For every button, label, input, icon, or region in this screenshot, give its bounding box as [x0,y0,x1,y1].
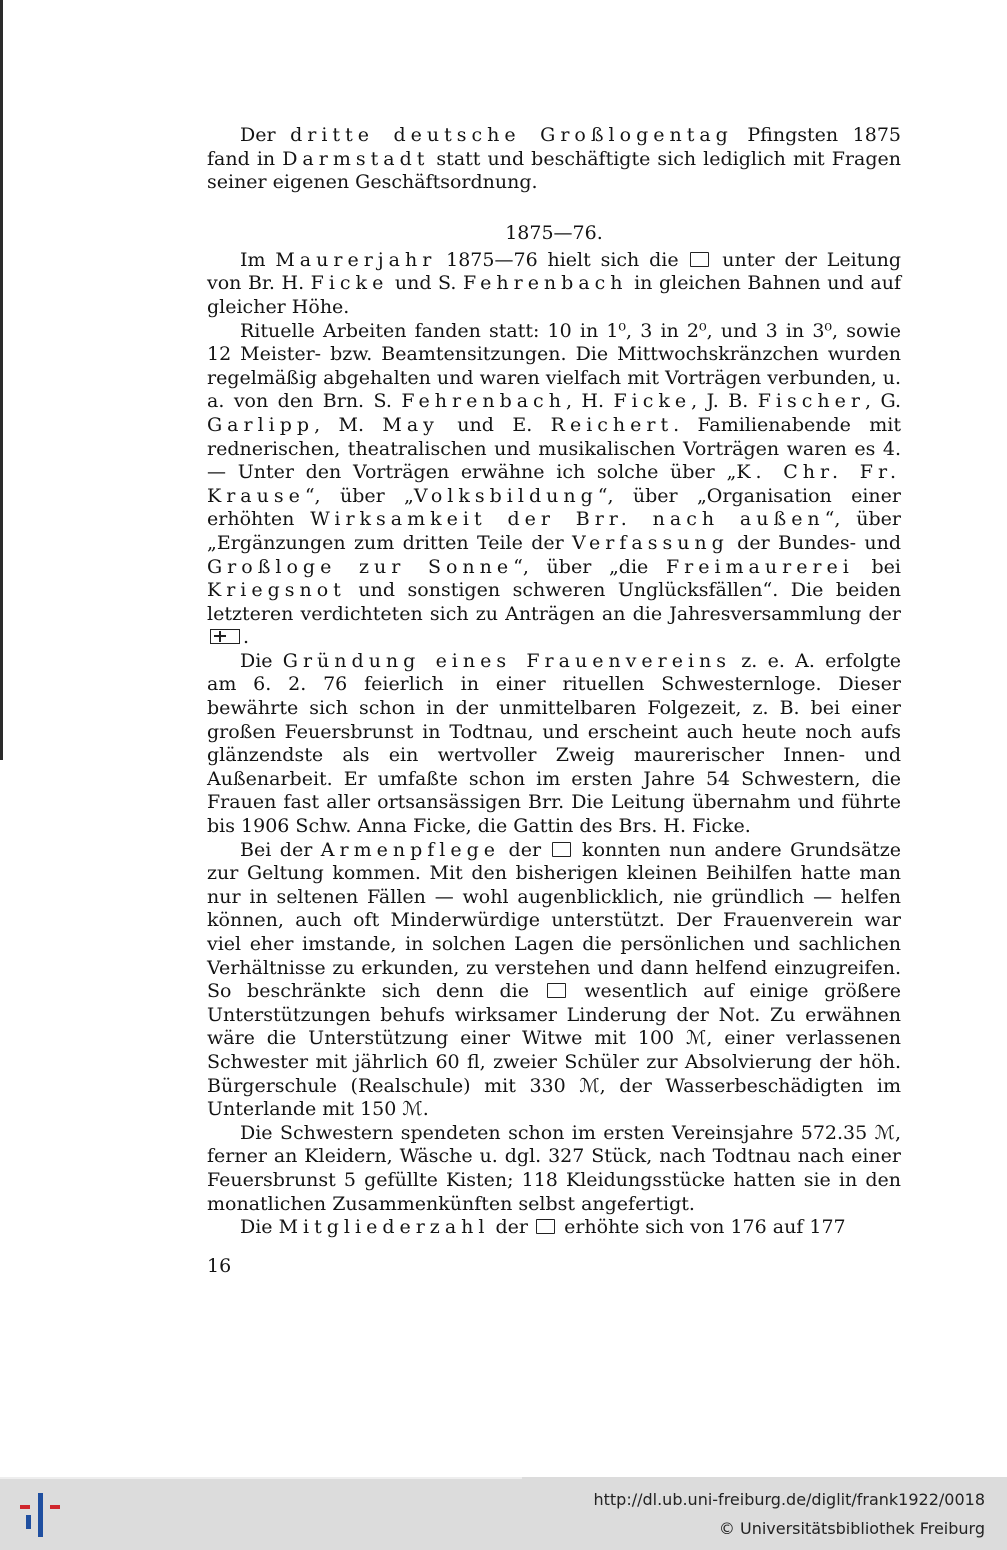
emphasized-text: Volksbildung [413,484,598,507]
emphasized-text: Darmstadt [282,147,430,170]
section-heading: 1875—76. [505,221,603,244]
footer-divider [0,1477,522,1479]
copyright-text: © Universitätsbibliothek Freiburg [718,1519,985,1538]
emphasized-text: Freimaurerei [665,555,854,578]
emphasized-text: Ficke [613,390,692,413]
paragraph-maurerjahr: Im Maurerjahr 1875—76 hielt sich die unter der Leitung von Br. H. Ficke und S. Fehrenbach in gleichen Bahnen und auf gleicher Höhe. [207,248,901,318]
lodge-symbol-icon [690,252,709,267]
emphasized-text: Garlipp [207,413,315,436]
emphasized-text: May [382,413,439,436]
lodge-symbol-icon [536,1219,555,1234]
emphasized-text: Mitgliederzahl [278,1216,490,1239]
emphasized-text: dritte deutsche Großlogentag [290,124,733,146]
book-page [207,124,901,1278]
paragraph-frauenverein: Die Gründung eines Frauenvereins z. e. A. erfolgte am 6. 2. 76 feierlich in einer rituellen Schwesternloge. Dieser bewährte sich schon in der unmittelbaren Folgezeit, z. B. bei einer großen Feuersbrunst in Todtnau, und erscheint auch heute noch aufs glänzendste als ein wertvoller Zweig maurerischer Innen- und Außenarbeit. Er umfaßte schon im ersten Jahre 54 Schwestern, die Frauen fast aller ortsansässigen Brr. Die Leitung übernahm und führte bis 1906 Schw. Anna Ficke, die Gattin des Brs. H. Ficke. [207,649,902,838]
logo-bar-left [26,1515,31,1529]
emphasized-text: Wirksamkeit der Brr. nach außen [310,508,825,531]
emphasized-text: Fehrenbach [401,390,566,413]
scan-edge-shadow [0,0,3,760]
page-number: 16 [207,1254,232,1277]
emphasized-text: Fischer [757,390,865,413]
emphasized-text: Ficke [310,272,389,295]
grand-lodge-symbol-icon [210,629,240,644]
logo-dash-right [50,1505,60,1509]
logo-bar-center [38,1493,43,1537]
emphasized-text: Verfassung [572,531,729,554]
permalink-url[interactable]: http://dl.ub.uni-freiburg.de/diglit/frank1922/0018 [593,1490,985,1509]
emphasized-text: Großloge zur Sonne [207,555,514,578]
paragraph-rituelle-arbeiten: Rituelle Arbeiten fanden statt: 10 in 1⁰, 3 in 2⁰, und 3 in 3⁰, sowie 12 Meister- bzw. Beamtensitzungen. Die Mittwochskränzchen wurden regelmäßig abgehalten und waren vielfach mit Vorträgen verbunden, u. a. von den Brn. S. Fehrenbach, H. Ficke, J. B. Fischer, G. Garlipp, M. May und E. Reichert. Familienabende mit rednerischen, theatralischen und musikalischen Vorträgen waren es 4. — Unter den Vorträgen erwähne ich solche über „K. Chr. Fr. Krause“, über „Volksbildung“, über „Organisation einer erhöhten Wirksamkeit der Brr. nach außen“, über „Ergänzungen zum dritten Teile der Verfassung der Bundes- und Großloge zur Sonne“, über „die Freimaurerei bei Kriegsnot und sonstigen schweren Unglücksfällen“. Die beiden letzteren verdichteten sich zu Anträgen an die Jahresversammlung der . [207,319,902,649]
ub-freiburg-logo-icon [20,1493,64,1537]
viewer-footer [0,1477,1007,1550]
emphasized-text: Armenpflege [320,838,501,861]
paragraph-mitgliederzahl: Die Mitgliederzahl der erhöhte sich von 176 auf 177 [240,1216,846,1239]
intro-paragraph: Der dritte deutsche Großlogentag Pfingsten 1875 fand in Darmstadt statt und beschäftigte sich lediglich mit Fragen seiner eigenen Geschäftsordnung. [207,124,902,194]
emphasized-text: K. Chr. Fr. Krause [207,461,902,507]
emphasized-text: Maurerjahr [275,248,437,271]
paragraph-spenden: Die Schwestern spendeten schon im ersten Vereinsjahre 572.35 ℳ, ferner an Kleidern, Wäsche u. dgl. 327 Stück, nach Todtnau nach einer Feuersbrunst 5 gefüllte Kisten; 118 Kleidungsstücke hatten sie in den monatlichen Zusammenkünften selbst angefertigt. [207,1121,901,1215]
paragraph-armenpflege: Bei der Armenpflege der konnten nun andere Grundsätze zur Geltung kommen. Mit den bisherigen kleinen Beihilfen hatte man nur in seltenen Fällen — wohl augenblicklich, nie gründlich — helfen können, auch oft Minderwürdige unterstützt. Der Frauenverein war viel eher imstande, in solchen Lagen die persönlichen und sachlichen Verhältnisse zu erkunden, zu verstehen und dann helfend einzugreifen. So beschränkte sich denn die wesentlich auf einige größere Unterstützungen behufs wirksamer Linderung der Not. Zu erwähnen wäre die Unterstützung einer Witwe mit 100 ℳ, einer verlassenen Schwester mit jährlich 60 fl, zweier Schüler zur Absolvierung der höh. Bürgerschule (Realschule) mit 330 ℳ, der Wasserbeschädigten im Unterlande mit 150 ℳ. [207,838,901,1121]
logo-dash-left [20,1505,30,1509]
emphasized-text: Fehrenbach [462,272,628,295]
lodge-symbol-icon [552,842,571,857]
emphasized-text: Reichert [550,413,674,436]
emphasized-text: Gründung eines Frauenvereins [282,649,732,672]
lodge-symbol-icon [547,983,566,998]
emphasized-text: Kriegsnot [207,579,346,602]
